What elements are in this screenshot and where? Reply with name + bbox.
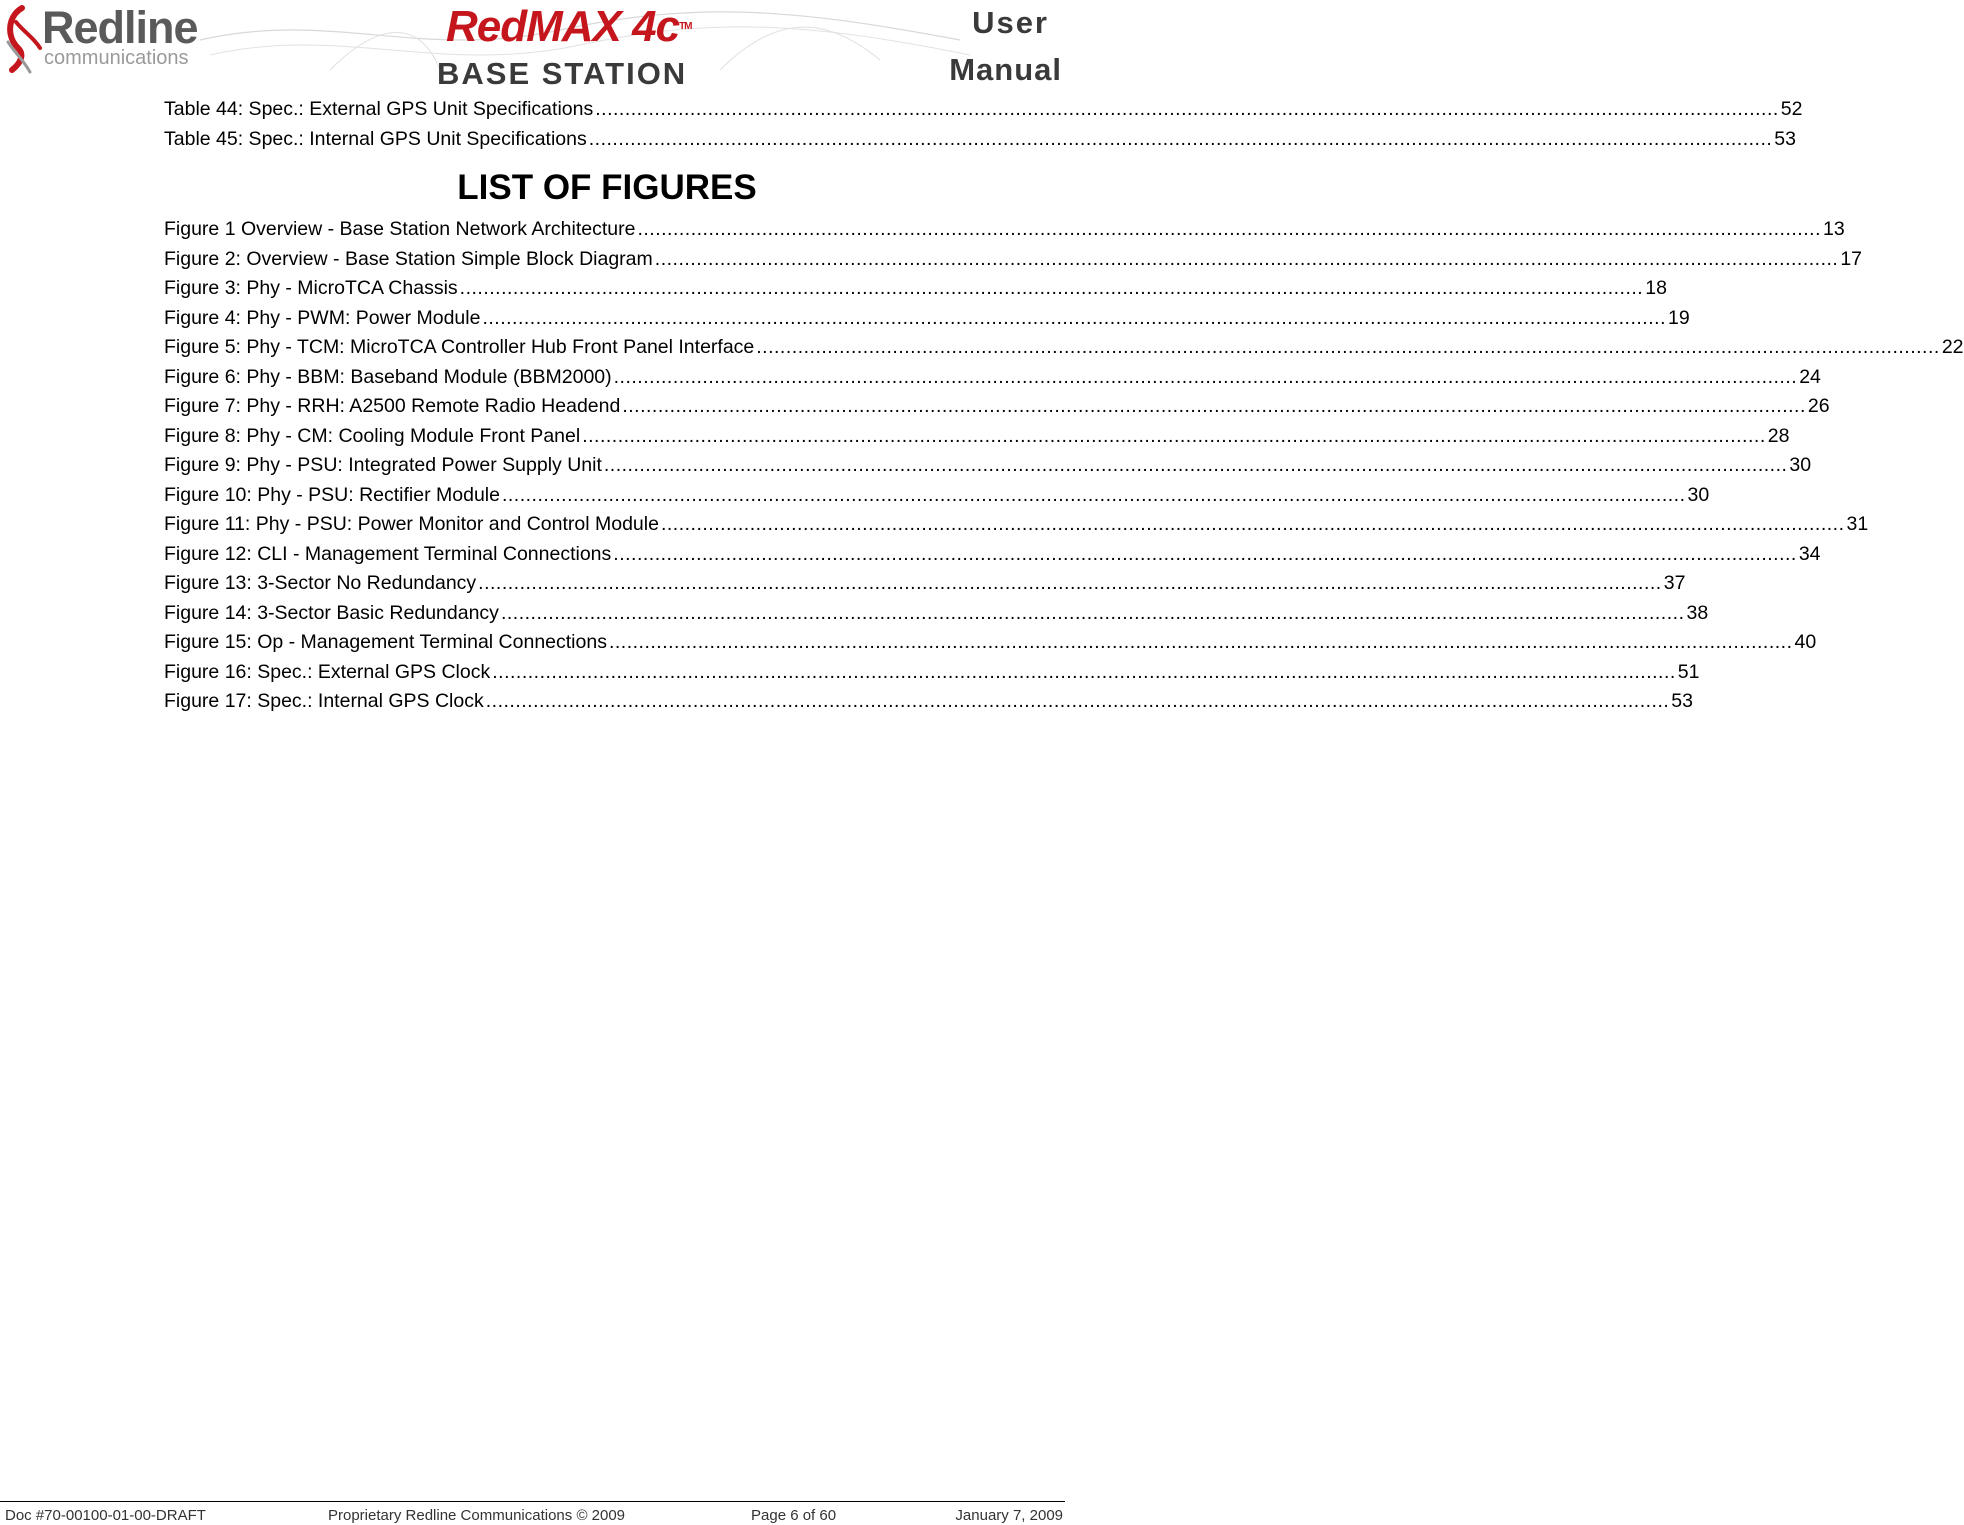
- toc-leader-dots: ........................................................................................................................................................................................................: [622, 395, 1806, 417]
- toc-leader-dots: ........................................................................................................................................................................................................: [478, 572, 1662, 594]
- toc-leader-dots: ........................................................................................................................................................................................................: [500, 601, 1685, 624]
- footer-copyright: Proprietary Redline Communications © 2009: [328, 1507, 626, 1524]
- toc-entry-page: 37: [1663, 572, 1686, 594]
- toc-entry-label: Figure 12: CLI - Management Terminal Connections: [164, 542, 612, 565]
- toc-entry[interactable]: [164, 274, 1667, 304]
- toc-leader-dots: ........................................................................................................................................................................................................: [482, 306, 1666, 329]
- company-name: Redline: [42, 2, 198, 53]
- toc-entry-label: Figure 9: Phy - PSU: Integrated Power Supply Unit: [164, 454, 602, 476]
- toc-entry[interactable]: [164, 599, 1709, 629]
- toc-leader-dots: ........................................................................................................................................................................................................: [582, 424, 1766, 447]
- toc-leader-dots: ........................................................................................................................................................................................................: [588, 127, 1773, 150]
- doc-type-line2: Manual: [949, 52, 1062, 87]
- toc-entry-label: Figure 13: 3-Sector No Redundancy: [164, 572, 477, 594]
- toc-entry-page: 38: [1686, 601, 1709, 624]
- toc-entry-label: Figure 2: Overview - Base Station Simple Block Diagram: [164, 247, 653, 270]
- toc-entry[interactable]: [164, 658, 1700, 688]
- page-header: [0, 0, 1065, 100]
- footer-divider: [0, 1501, 1065, 1502]
- toc-leader-dots: ........................................................................................................................................................................................................: [660, 513, 1845, 535]
- toc-entry-label: Figure 3: Phy - MicroTCA Chassis: [164, 277, 458, 299]
- toc-entry-page: 34: [1798, 542, 1821, 565]
- toc-entry[interactable]: [164, 569, 1686, 599]
- trademark-mark: TM: [679, 21, 692, 32]
- toc-entry-label: Table 45: Spec.: Internal GPS Unit Specifications: [164, 127, 587, 150]
- toc-entry[interactable]: [164, 628, 1817, 658]
- toc-entry[interactable]: [164, 687, 1693, 717]
- toc-entry-page: 17: [1840, 247, 1863, 270]
- toc-entry-page: 26: [1807, 395, 1830, 417]
- figures-list: [164, 215, 1964, 717]
- toc-leader-dots: ........................................................................................................................................................................................................: [603, 454, 1788, 476]
- redline-swirl-icon: [0, 2, 44, 77]
- toc-entry[interactable]: [164, 125, 1796, 155]
- footer-date: January 7, 2009: [955, 1507, 1063, 1524]
- toc-leader-dots: ........................................................................................................................................................................................................: [492, 660, 1676, 683]
- toc-entry-label: Figure 8: Phy - CM: Cooling Module Front Panel: [164, 424, 581, 447]
- toc-leader-dots: ........................................................................................................................................................................................................: [613, 365, 1798, 388]
- footer-page-number: Page 6 of 60: [751, 1507, 837, 1524]
- list-of-figures-title: LIST OF FIGURES: [457, 168, 757, 207]
- toc-entry-label: Figure 14: 3-Sector Basic Redundancy: [164, 601, 499, 624]
- product-brand-name: RedMAX 4c: [446, 2, 680, 51]
- toc-leader-dots: ........................................................................................................................................................................................................: [613, 542, 1797, 565]
- toc-entry-label: Table 44: Spec.: External GPS Unit Specifications: [164, 98, 594, 120]
- footer-doc-number: Doc #70-00100-01-00-DRAFT: [5, 1507, 206, 1524]
- toc-entry-page: 13: [1822, 218, 1845, 240]
- toc-leader-dots: ........................................................................................................................................................................................................: [756, 336, 1940, 358]
- toc-leader-dots: ........................................................................................................................................................................................................: [595, 98, 1779, 120]
- toc-leader-dots: ........................................................................................................................................................................................................: [637, 218, 1821, 240]
- toc-entry-label: Figure 11: Phy - PSU: Power Monitor and Control Module: [164, 513, 659, 535]
- toc-entry-page: 52: [1780, 98, 1803, 120]
- toc-entry[interactable]: [164, 392, 1830, 422]
- toc-entry[interactable]: [164, 215, 1845, 245]
- toc-entry[interactable]: [164, 451, 1812, 481]
- toc-entry-page: 53: [1671, 690, 1693, 712]
- toc-entry-page: 30: [1687, 483, 1710, 506]
- toc-entry-page: 28: [1767, 424, 1790, 447]
- product-subtitle: BASE STATION: [437, 56, 688, 91]
- toc-entry-label: Figure 1 Overview - Base Station Network Architecture: [164, 218, 636, 240]
- doc-type-line1: User: [972, 5, 1049, 40]
- toc-entry-page: 19: [1667, 306, 1690, 329]
- toc-entry[interactable]: [164, 304, 1690, 334]
- toc-entry[interactable]: [164, 540, 1821, 570]
- toc-entry-page: 30: [1789, 454, 1812, 476]
- toc-entry[interactable]: [164, 510, 1869, 540]
- toc-entry-page: 51: [1677, 660, 1700, 683]
- toc-entry-page: 40: [1794, 631, 1817, 653]
- toc-entry-label: Figure 15: Op - Management Terminal Connections: [164, 631, 607, 653]
- toc-leader-dots: ........................................................................................................................................................................................................: [654, 247, 1839, 270]
- company-subtitle: communications: [44, 47, 189, 69]
- company-logo: [0, 2, 215, 77]
- toc-entry-label: Figure 6: Phy - BBM: Baseband Module (BBM2000): [164, 365, 612, 388]
- toc-leader-dots: ........................................................................................................................................................................................................: [485, 690, 1670, 712]
- toc-entry-page: 31: [1846, 513, 1869, 535]
- toc-entry[interactable]: [164, 333, 1964, 363]
- toc-entry[interactable]: [164, 95, 1803, 125]
- toc-leader-dots: ........................................................................................................................................................................................................: [501, 483, 1686, 506]
- toc-entry-label: Figure 7: Phy - RRH: A2500 Remote Radio Headend: [164, 395, 621, 417]
- toc-leader-dots: ........................................................................................................................................................................................................: [608, 631, 1793, 653]
- toc-entry[interactable]: [164, 481, 1710, 511]
- toc-entry-label: Figure 10: Phy - PSU: Rectifier Module: [164, 483, 500, 506]
- toc-entry-label: Figure 4: Phy - PWM: Power Module: [164, 306, 481, 329]
- toc-entry-page: 53: [1774, 127, 1796, 150]
- toc-entry-label: Figure 16: Spec.: External GPS Clock: [164, 660, 491, 683]
- toc-entry-page: 18: [1645, 277, 1667, 299]
- toc-entry-label: Figure 5: Phy - TCM: MicroTCA Controller Hub Front Panel Interface: [164, 336, 755, 358]
- tables-list-continued: [164, 95, 1803, 154]
- toc-entry-page: 22: [1941, 336, 1964, 358]
- toc-entry[interactable]: [164, 245, 1863, 275]
- toc-leader-dots: ........................................................................................................................................................................................................: [459, 277, 1644, 299]
- toc-entry-label: Figure 17: Spec.: Internal GPS Clock: [164, 690, 484, 712]
- toc-entry[interactable]: [164, 363, 1821, 393]
- product-brand: [446, 4, 692, 50]
- toc-entry[interactable]: [164, 422, 1790, 452]
- toc-entry-page: 24: [1799, 365, 1821, 388]
